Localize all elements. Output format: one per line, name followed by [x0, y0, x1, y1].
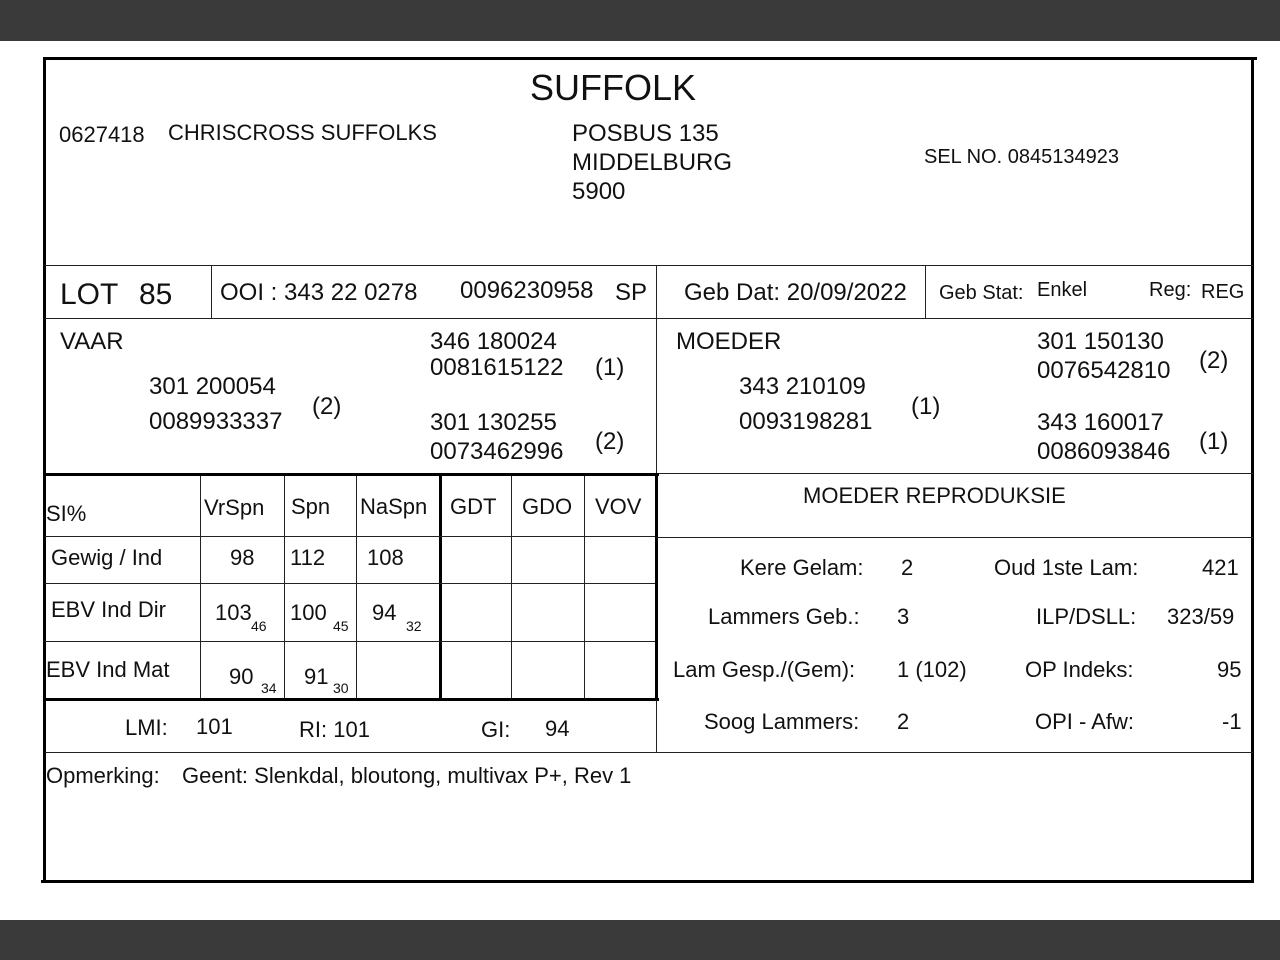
- cell-vrspn: 103: [215, 600, 252, 625]
- row-label: EBV Ind Dir: [51, 597, 166, 622]
- grid-line: [45, 536, 655, 537]
- dam-dam-code: (1): [1199, 428, 1229, 455]
- grid-line: [45, 583, 655, 584]
- header-gdo: GDO: [522, 494, 573, 519]
- divider: [925, 265, 926, 318]
- sire-id: 301 200054: [149, 373, 276, 400]
- dam-number: 0093198281: [739, 408, 873, 435]
- divider: [656, 265, 657, 318]
- lammers-geb-label: Lammers Geb.:: [708, 604, 860, 629]
- address-line-2: MIDDELBURG: [572, 149, 733, 176]
- id-number: 0096230958: [460, 277, 594, 304]
- divider: [656, 537, 1253, 538]
- cell-vrspn-sub: 34: [261, 680, 277, 696]
- dam-id: 343 210109: [739, 373, 866, 400]
- cell-spn: 100: [290, 600, 327, 625]
- breed-code: SP: [615, 279, 648, 306]
- header-vrspn: VrSpn: [204, 495, 265, 520]
- grid-line: [284, 476, 285, 698]
- gi-label: GI:: [481, 717, 511, 742]
- remark-label: Opmerking:: [46, 763, 160, 788]
- sire-label: VAAR: [60, 328, 124, 355]
- cell-naspn: 108: [367, 545, 404, 570]
- cell-spn-sub: 30: [333, 680, 349, 696]
- remark-text: Geent: Slenkdal, bloutong, multivax P+, Rev 1: [182, 763, 632, 788]
- cell-naspn-sub: 32: [406, 618, 422, 634]
- ri-index: RI: 101: [299, 717, 370, 742]
- soog-value: 2: [897, 709, 910, 734]
- dam-label: MOEDER: [676, 328, 782, 355]
- birth-date: Geb Dat: 20/09/2022: [684, 279, 907, 306]
- kere-gelam-label: Kere Gelam:: [740, 555, 864, 580]
- header-naspn: NaSpn: [360, 494, 428, 519]
- address-line-3: 5900: [572, 178, 626, 205]
- dam-sire-code: (2): [1199, 347, 1229, 374]
- cell-spn: 91: [304, 664, 329, 689]
- grid-line: [200, 476, 201, 698]
- opi-value: -1: [1222, 709, 1242, 734]
- birth-status-value: Enkel: [1037, 279, 1088, 301]
- ilp-label: ILP/DSLL:: [1036, 604, 1137, 629]
- divider: [656, 318, 657, 473]
- cell-vrspn: 90: [229, 664, 254, 689]
- seller-name: CHRISCROSS SUFFOLKS: [168, 120, 437, 145]
- sire-dam-code: (2): [595, 428, 625, 455]
- frame-bottom: [41, 880, 1253, 883]
- lam-gesp-value: 1 (102): [897, 657, 967, 682]
- reg-value: REG: [1201, 281, 1245, 303]
- header-si: SI%: [46, 501, 87, 526]
- grid-line: [356, 476, 357, 698]
- lmi-label: LMI:: [125, 715, 168, 740]
- lot-number: 85: [139, 278, 173, 311]
- divider: [656, 700, 657, 752]
- frame-top: [43, 57, 1257, 60]
- oud-label: Oud 1ste Lam:: [994, 555, 1139, 580]
- divider: [211, 265, 212, 318]
- lammers-geb-value: 3: [897, 604, 910, 629]
- top-bar: [0, 0, 1280, 41]
- address-line-1: POSBUS 135: [572, 120, 719, 147]
- reproduction-title: MOEDER REPRODUKSIE: [803, 483, 1066, 508]
- table-border: [655, 473, 658, 701]
- gi-value: 94: [545, 716, 570, 741]
- birth-status-label: Geb Stat:: [939, 282, 1024, 304]
- sire-sire-id: 346 180024: [430, 328, 557, 355]
- header-vov: VOV: [595, 494, 642, 519]
- oud-value: 421: [1202, 555, 1239, 580]
- op-indeks-label: OP Indeks:: [1025, 657, 1134, 682]
- sire-dam-id: 301 130255: [430, 409, 557, 436]
- dam-code: (1): [911, 393, 941, 420]
- ilp-value: 323/59: [1167, 604, 1235, 629]
- header-spn: Spn: [291, 494, 331, 519]
- row-label: Gewig / Ind: [51, 545, 163, 570]
- dam-sire-number: 0076542810: [1037, 357, 1171, 384]
- divider: [656, 473, 1253, 474]
- cell-vrspn-sub: 46: [251, 618, 267, 634]
- divider: [45, 752, 1253, 753]
- sire-code: (2): [312, 393, 342, 420]
- frame-right: [1251, 57, 1254, 883]
- frame-left: [43, 57, 46, 883]
- cell-vrspn: 98: [230, 545, 255, 570]
- dam-sire-id: 301 150130: [1037, 328, 1164, 355]
- kere-gelam-value: 2: [901, 555, 914, 580]
- reg-label: Reg:: [1149, 279, 1192, 301]
- sire-sire-code: (1): [595, 354, 625, 381]
- lam-gesp-label: Lam Gesp./(Gem):: [673, 657, 856, 682]
- row-label: EBV Ind Mat: [46, 657, 170, 682]
- sire-number: 0089933337: [149, 408, 283, 435]
- breed-title: SUFFOLK: [530, 67, 697, 108]
- sel-no: SEL NO. 0845134923: [924, 146, 1119, 168]
- sire-dam-number: 0073462996: [430, 438, 564, 465]
- cell-spn: 112: [290, 545, 326, 570]
- op-indeks-value: 95: [1217, 657, 1242, 682]
- table-border: [45, 698, 659, 701]
- sire-sire-number: 0081615122: [430, 354, 564, 381]
- grid-line: [511, 476, 512, 698]
- cell-spn-sub: 45: [333, 618, 349, 634]
- lot-label: LOT: [60, 278, 119, 311]
- cell-naspn: 94: [372, 600, 397, 625]
- divider: [45, 265, 1253, 266]
- grid-line: [45, 641, 655, 642]
- divider: [45, 318, 1253, 319]
- table-border: [45, 473, 659, 476]
- header-gdt: GDT: [450, 494, 497, 519]
- dam-dam-id: 343 160017: [1037, 409, 1164, 436]
- grid-line: [584, 476, 585, 698]
- seller-code: 0627418: [59, 122, 145, 147]
- dam-dam-number: 0086093846: [1037, 438, 1171, 465]
- opi-label: OPI - Afw:: [1035, 709, 1135, 734]
- lmi-value: 101: [196, 714, 233, 739]
- ooi-number: OOI : 343 22 0278: [220, 279, 418, 306]
- table-border: [439, 473, 442, 701]
- bottom-bar: [0, 920, 1280, 960]
- soog-label: Soog Lammers:: [704, 709, 860, 734]
